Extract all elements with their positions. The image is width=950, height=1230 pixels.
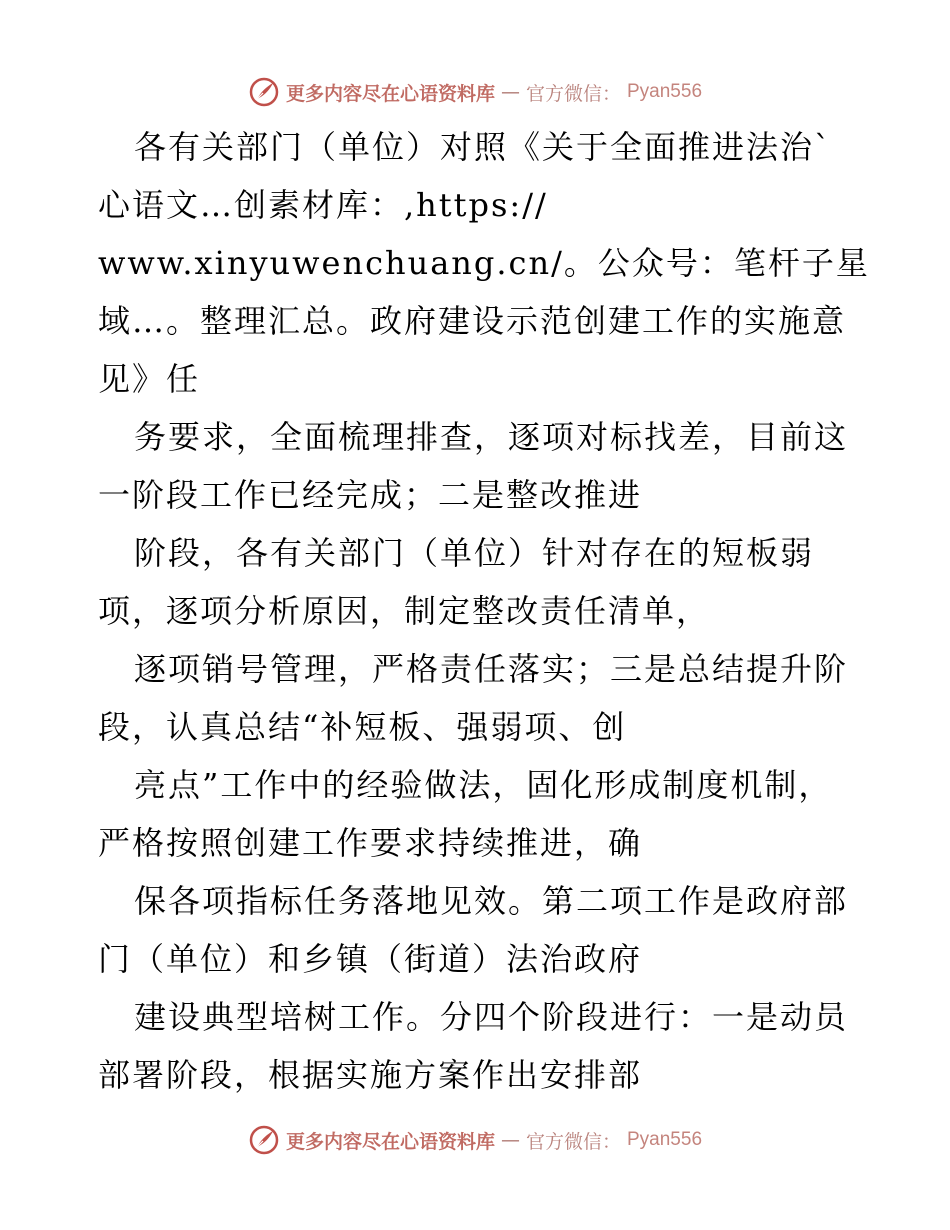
text-line: 门（单位）和乡镇（街道）法治政府 [98,940,643,978]
text-line: 心语文…创素材库：,https:// [98,186,548,224]
watermark-wechat-id: Pyan556 [627,1129,703,1150]
text-line: 部署阶段，根据实施方案作出安排部 [98,1056,643,1094]
text-line: 各有关部门（单位）对照《关于全面推进法治` [134,128,833,166]
text-line: 保各项指标任务落地见效。第二项工作是政府部 [134,882,849,920]
watermark-separator: — [500,81,520,103]
text-line: 务要求，全面梳理排查，逐项对标找差，目前这 [134,418,849,456]
watermark-wechat-label: 官方微信： [525,1130,621,1153]
header-watermark [0,70,950,114]
document-body [98,118,870,1104]
feather-pen-circle-icon [248,1124,280,1156]
footer-watermark [0,1118,950,1162]
text-line: 见》任 [98,360,201,398]
text-line: 项，逐项分析原因，制定整改责任清单， [98,592,711,630]
watermark-wechat-label: 官方微信： [525,82,621,105]
text-line: 亮点”工作中的经验做法，固化形成制度机制， [134,766,833,804]
watermark-main-text: 更多内容尽在心语资料库 [285,82,495,105]
text-line: 阶段，各有关部门（单位）针对存在的短板弱 [134,534,815,572]
text-line: 严格按照创建工作要求持续推进，确 [98,824,643,862]
text-line: www.xinyuwenchuang.cn/。公众号：笔杆子星 [98,244,870,282]
feather-pen-circle-icon [248,76,280,108]
watermark-separator: — [500,1129,520,1151]
text-line: 段，认真总结“补短板、强弱项、创 [98,708,627,746]
text-line: 建设典型培树工作。分四个阶段进行：一是动员 [134,998,849,1036]
text-line: 一阶段工作已经完成；二是整改推进 [98,476,643,514]
text-line: 逐项销号管理，严格责任落实；三是总结提升阶 [134,650,849,688]
watermark-main-text: 更多内容尽在心语资料库 [285,1130,495,1153]
text-line: 域…。整理汇总。政府建设示范创建工作的实施意 [98,302,847,340]
watermark-wechat-id: Pyan556 [627,81,703,102]
